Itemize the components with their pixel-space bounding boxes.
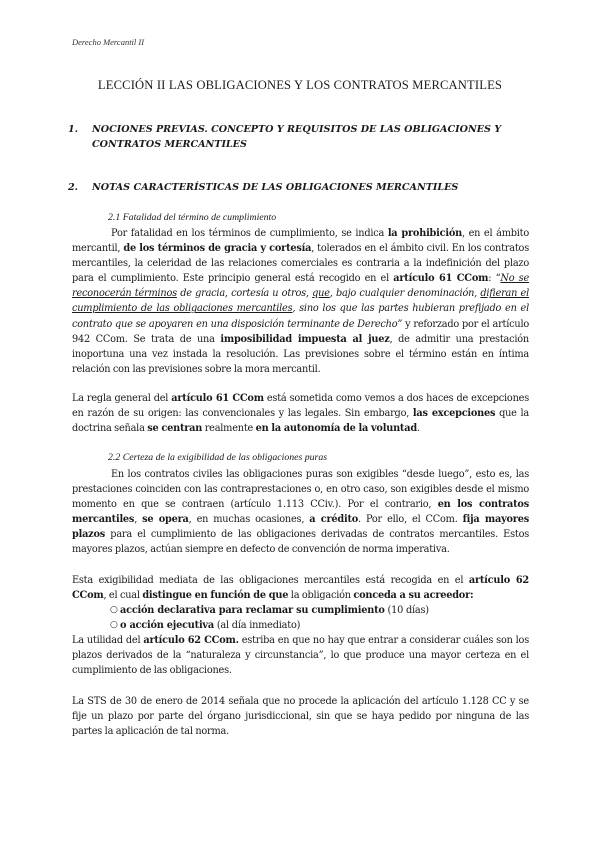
section-2-text: NOTAS CARACTERÍSTICAS DE LAS OBLIGACIONES MERCANTILES — [92, 182, 459, 193]
bullet-marker: ○ — [110, 605, 118, 615]
section-1-heading — [68, 122, 532, 152]
section-2-number: 2. — [68, 182, 79, 193]
bullet-item: ○ acción declarativa para reclamar su cumplimiento (10 días) — [120, 603, 429, 618]
bullet-marker: ○ — [110, 620, 118, 630]
section-1-text: NOCIONES PREVIAS. CONCEPTO Y REQUISITOS DE LAS OBLIGACIONES Y CONTRATOS MERCANTILES — [92, 124, 502, 150]
paragraph-sts: La STS de 30 de enero de 2014 señala que no procede la aplicación del artículo 1.128 CC y se fije un plazo por parte del órgano jurisdiccional, sin que se haya pedido por ninguna de las partes la aplicación de tal norma. — [72, 696, 529, 738]
bullet-item: ○ o acción ejecutiva (al día inmediato) — [120, 618, 300, 633]
paragraph-regla-general: La regla general del artículo 61 CCom está sometida como vemos a dos haces de excepciones en razón de su origen: las convencionales y las legales. Sin embargo, las excepciones que la doctrina señala se centran realmente en la autonomía de la voluntad. — [72, 393, 529, 435]
paragraph-utilidad: La utilidad del artículo 62 CCom. estriba en que no hay que entrar a considerar cuáles son los plazos derivados de la “naturaleza y circunstancia”, lo que produce una mayor certeza en el cumplimiento de las obligaciones. — [72, 635, 529, 677]
lesson-title: LECCIÓN II LAS OBLIGACIONES Y LOS CONTRATOS MERCANTILES — [97, 78, 503, 92]
section-1-number: 1. — [68, 124, 79, 135]
paragraph-exigibilidad: Esta exigibilidad mediata de las obligaciones mercantiles está recogida en el artículo 62 CCom, el cual distingue en función de que la obligación conceda a su acreedor: — [72, 575, 529, 602]
subsection-2-1-heading: 2.1 Fatalidad del término de cumplimiento — [108, 212, 277, 223]
running-header: Derecho Mercantil II — [72, 37, 145, 47]
paragraph-fatalidad: Por fatalidad en los términos de cumplimiento, se indica la prohibición, en el ámbito mercantil, de los términos de gracia y cortesía, tolerados en el ámbito civil. En los contratos mercantiles, la celeridad de las relaciones comerciales es contraria a la indefinición del plazo para el cumplimiento. Este principio general está recogido en el artículo 61 CCom: “No se reconocerán términos de gracia, cortesía u otros, que, bajo cualquier denominación, difieran el cumplimiento de las obligaciones mercantiles, sino los que las partes hubieran prefijado en el contrato que se apoyaren en una disposición terminante de Derecho” y reforzado por el artículo 942 CCom. Se trata de una imposibilidad impuesta al juez, de admitir una prestación inoportuna una vez instada la resolución. Las previsiones sobre el término están en íntima relación con las previsiones sobre la mora mercantil. — [72, 228, 529, 375]
paragraph-contratos-civiles: En los contratos civiles las obligaciones puras son exigibles “desde luego”, esto es, las prestaciones coinciden con las contraprestaciones o, en otro caso, son exigibles desde el mismo momento en que se contraen (artículo 1.113 CCiv.). Por el contrario, en los contratos mercantiles, se opera, en muchas ocasiones, a crédito. Por ello, el CCom. fija mayores plazos para el cumplimiento de las obligaciones derivadas de contratos mercantiles. Estos mayores plazos, actúan siempre en defecto de convención de norma imperativa. — [72, 469, 529, 556]
subsection-2-2-heading: 2.2 Certeza de la exigibilidad de las obligaciones puras — [108, 452, 328, 463]
section-2-heading — [68, 180, 532, 195]
